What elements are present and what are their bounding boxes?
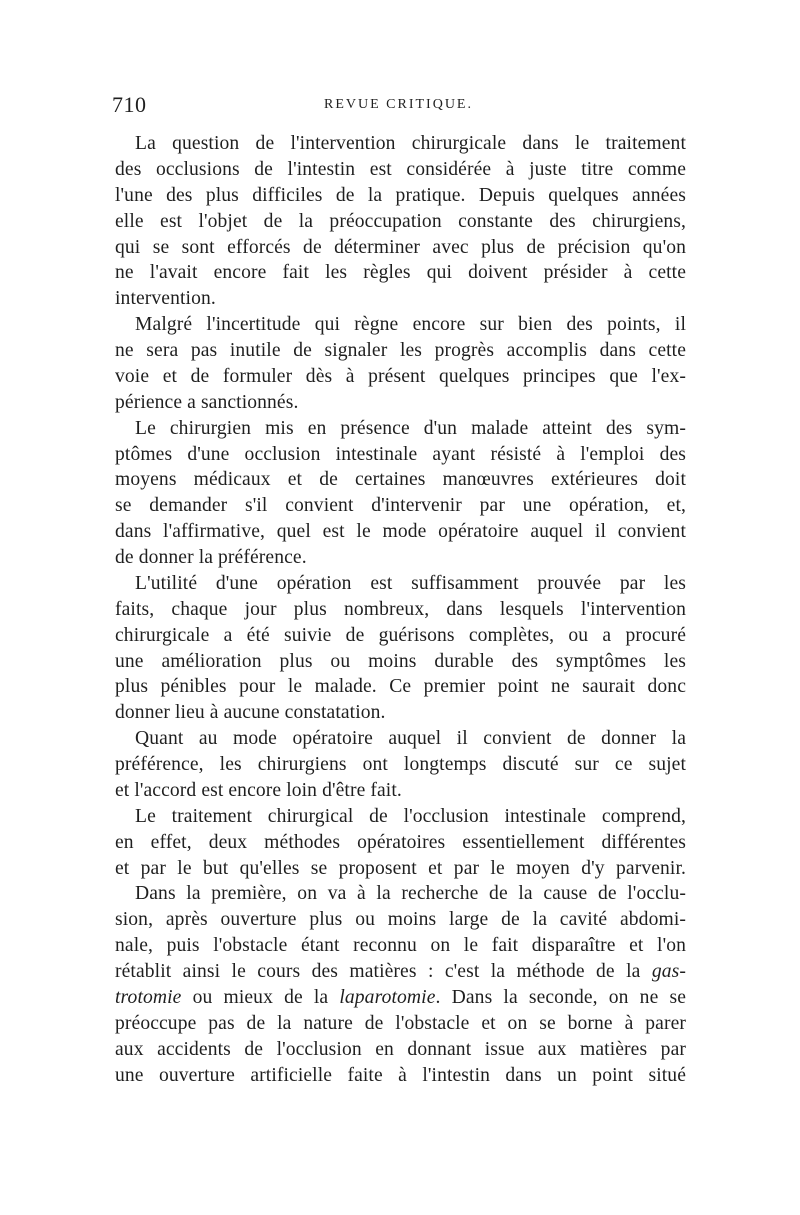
- text-line: moyens médicaux et de certaines manœuvres extérieures doit: [115, 469, 686, 491]
- text-line: plus pénibles pour le malade. Ce premier point ne saurait donc: [115, 676, 686, 698]
- text-line: qui se sont efforcés de déterminer avec plus de précision qu'on: [115, 236, 686, 258]
- text-line: périence a sanctionnés.: [115, 391, 299, 413]
- body-text: [115, 131, 686, 1088]
- italic-term: laparotomie: [339, 986, 436, 1008]
- text-line: chirurgicale a été suivie de guérisons complètes, ou a procuré: [115, 624, 686, 646]
- text-line: donner lieu à aucune constatation.: [115, 702, 386, 724]
- page-header: [112, 92, 687, 122]
- text-line: faits, chaque jour plus nombreux, dans lesquels l'intervention: [115, 598, 686, 620]
- text-line: intervention.: [115, 288, 216, 310]
- text-line-with-italic: [115, 985, 686, 1011]
- italic-term: gas-: [651, 961, 686, 982]
- text-line: dans l'affirmative, quel est le mode opératoire auquel il convient: [115, 521, 686, 543]
- text-line: sion, après ouverture plus ou moins large de la cavité abdomi-: [115, 909, 686, 931]
- text-line: elle est l'objet de la préoccupation constante des chirurgiens,: [115, 210, 686, 232]
- text-line: La question de l'intervention chirurgicale dans le traitement: [135, 133, 686, 154]
- italic-term: trotomie: [115, 986, 182, 1008]
- text-line: ptômes d'une occlusion intestinale ayant résisté à l'emploi des: [115, 443, 686, 465]
- text-segment: rétablit ainsi le cours des matières : c'est la méthode de la: [115, 961, 652, 982]
- text-line: Le chirurgien mis en présence d'un malade atteint des sym-: [135, 417, 686, 439]
- text-line: ne sera pas inutile de signaler les progrès accomplis dans cette: [115, 340, 686, 361]
- text-line: en effet, deux méthodes opératoires essentiellement différentes: [115, 831, 686, 853]
- text-line: Quant au mode opératoire auquel il convient de donner la: [135, 728, 686, 750]
- text-segment: ou mieux de la: [181, 986, 340, 1008]
- text-segment: . Dans la seconde, on ne se: [435, 986, 686, 1008]
- text-line: L'utilité d'une opération est suffisamment prouvée par les: [135, 572, 686, 594]
- text-line: et l'accord est encore loin d'être fait.: [115, 779, 402, 801]
- text-line: ne l'avait encore fait les règles qui doivent présider à cette: [115, 262, 686, 284]
- text-line: se demander s'il convient d'intervenir par une opération, et,: [115, 495, 686, 517]
- text-line: une ouverture artificielle faite à l'intestin dans un point situé: [115, 1064, 686, 1086]
- text-line: une amélioration plus ou moins durable des symptômes les: [115, 650, 686, 672]
- text-line: aux accidents de l'occlusion en donnant issue aux matières par: [115, 1038, 686, 1060]
- text-line: Le traitement chirurgical de l'occlusion intestinale comprend,: [135, 805, 686, 827]
- text-line: préférence, les chirurgiens ont longtemps discuté sur ce sujet: [115, 754, 686, 775]
- text-line: Malgré l'incertitude qui règne encore sur bien des points, il: [135, 314, 686, 336]
- text-line: et par le but qu'elles se proposent et par le moyen d'y parvenir.: [115, 857, 686, 879]
- text-line: de donner la préférence.: [115, 547, 307, 568]
- text-line: Dans la première, on va à la recherche de la cause de l'occlu-: [135, 883, 686, 905]
- text-line: voie et de formuler dès à présent quelques principes que l'ex-: [115, 365, 686, 387]
- text-line: préoccupe pas de la nature de l'obstacle et on se borne à parer: [115, 1012, 686, 1034]
- running-head: REVUE CRITIQUE.: [324, 97, 473, 112]
- text-line: nale, puis l'obstacle étant reconnu on le fait disparaître et l'on: [115, 935, 686, 957]
- text-line: des occlusions de l'intestin est considérée à juste titre comme: [115, 158, 686, 180]
- text-line: l'une des plus difficiles de la pratique. Depuis quelques années: [115, 184, 686, 206]
- page-number: 710: [112, 92, 147, 117]
- text-line-with-italic: [115, 959, 686, 985]
